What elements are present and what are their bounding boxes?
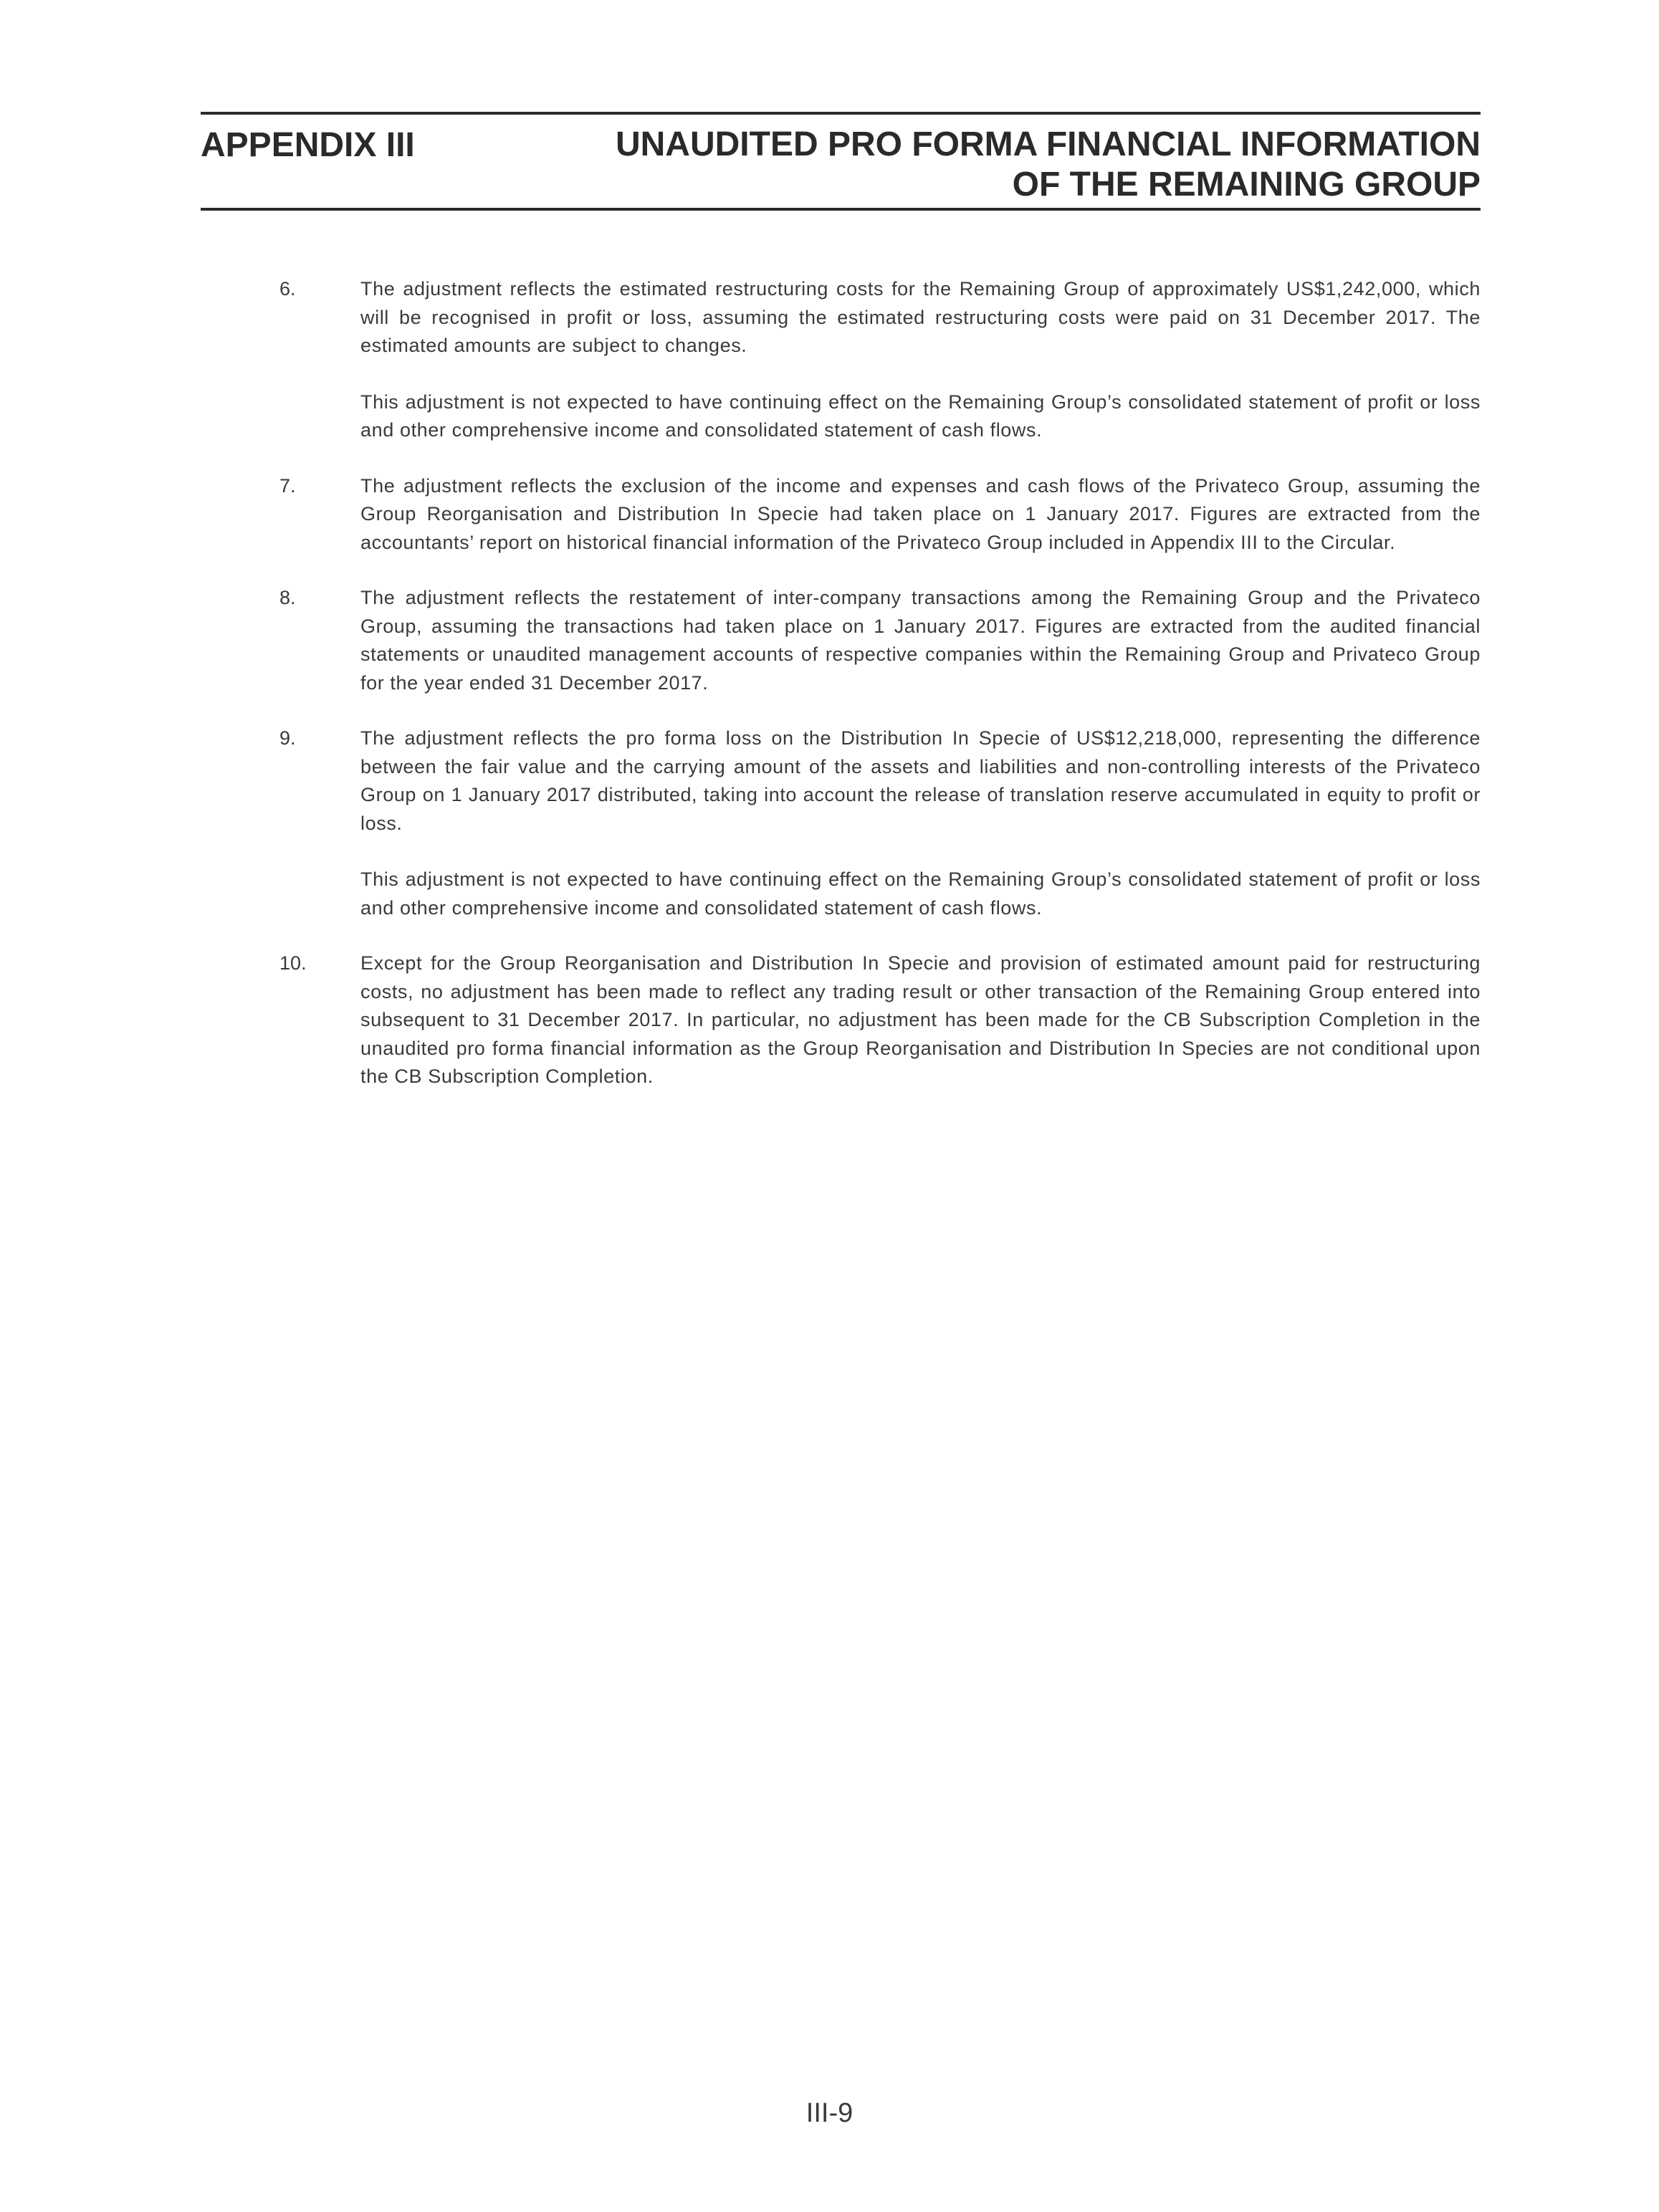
section-title (616, 125, 1481, 205)
appendix-label: APPENDIX III (201, 126, 415, 164)
note-10 (279, 949, 1481, 1091)
note-number: 10. (279, 952, 307, 974)
notes-list (279, 275, 1481, 1119)
note-paragraph: The adjustment reflects the estimated restructuring costs for the Remaining Group of approximately US$1,242,000, which will be recognised in profit or loss, assuming the estimated restructuring costs were paid on 31 December 2017. The estimated amounts are subject to changes. (360, 278, 1481, 356)
section-title-line1: UNAUDITED PRO FORMA FINANCIAL INFORMATION (615, 125, 1481, 163)
section-title-line2: OF THE REMAINING GROUP (1012, 166, 1481, 204)
note-paragraph: The adjustment reflects the exclusion of the income and expenses and cash flows of the Privateco Group, assuming the Group Reorganisation and Distribution In Specie had taken place on 1 January 2017. Figures are extracted from the accountants’ report on historical financial information of the Privateco Group included in Appendix III to the Circular. (360, 474, 1481, 553)
note-number: 6. (279, 278, 296, 300)
note-number: 7. (279, 474, 296, 497)
note-number: 8. (279, 587, 296, 608)
note-9 (279, 724, 1481, 922)
note-paragraph: This adjustment is not expected to have continuing effect on the Remaining Group’s consolidated statement of profit or loss and other comprehensive income and consolidated statement of cash flows. (360, 391, 1481, 441)
note-paragraph: The adjustment reflects the restatement of inter-company transactions among the Remaining Group and the Privateco Group, assuming the transactions had taken place on 1 January 2017. Figures are extracted from the audited financial statements or unaudited management accounts of respective companies within the Remaining Group and Privateco Group for the year ended 31 December 2017. (360, 587, 1481, 694)
note-paragraph: The adjustment reflects the pro forma loss on the Distribution In Specie of US$12,218,000, representing the difference between the fair value and the carrying amount of the assets and liabilities and non-controlling interests of the Privateco Group on 1 January 2017 distributed, taking into account the release of translation reserve accumulated in equity to profit or loss. (360, 727, 1481, 834)
note-paragraph: Except for the Group Reorganisation and Distribution In Specie and provision of estimated amount paid for restructuring costs, no adjustment has been made to reflect any trading result or other transaction of the Remaining Group entered into subsequent to 31 December 2017. In particular, no adjustment has been made for the CB Subscription Completion in the unaudited pro forma financial information as the Group Reorganisation and Distribution In Species are not conditional upon the CB Subscription Completion. (360, 952, 1481, 1087)
note-6 (279, 275, 1481, 445)
page-number: III-9 (805, 2098, 854, 2128)
note-paragraph: This adjustment is not expected to have continuing effect on the Remaining Group’s consolidated statement of profit or loss and other comprehensive income and consolidated statement of cash flows. (360, 868, 1481, 919)
page-header (201, 112, 1481, 211)
note-number: 9. (279, 727, 296, 749)
note-8 (279, 584, 1481, 697)
note-7 (279, 472, 1481, 557)
